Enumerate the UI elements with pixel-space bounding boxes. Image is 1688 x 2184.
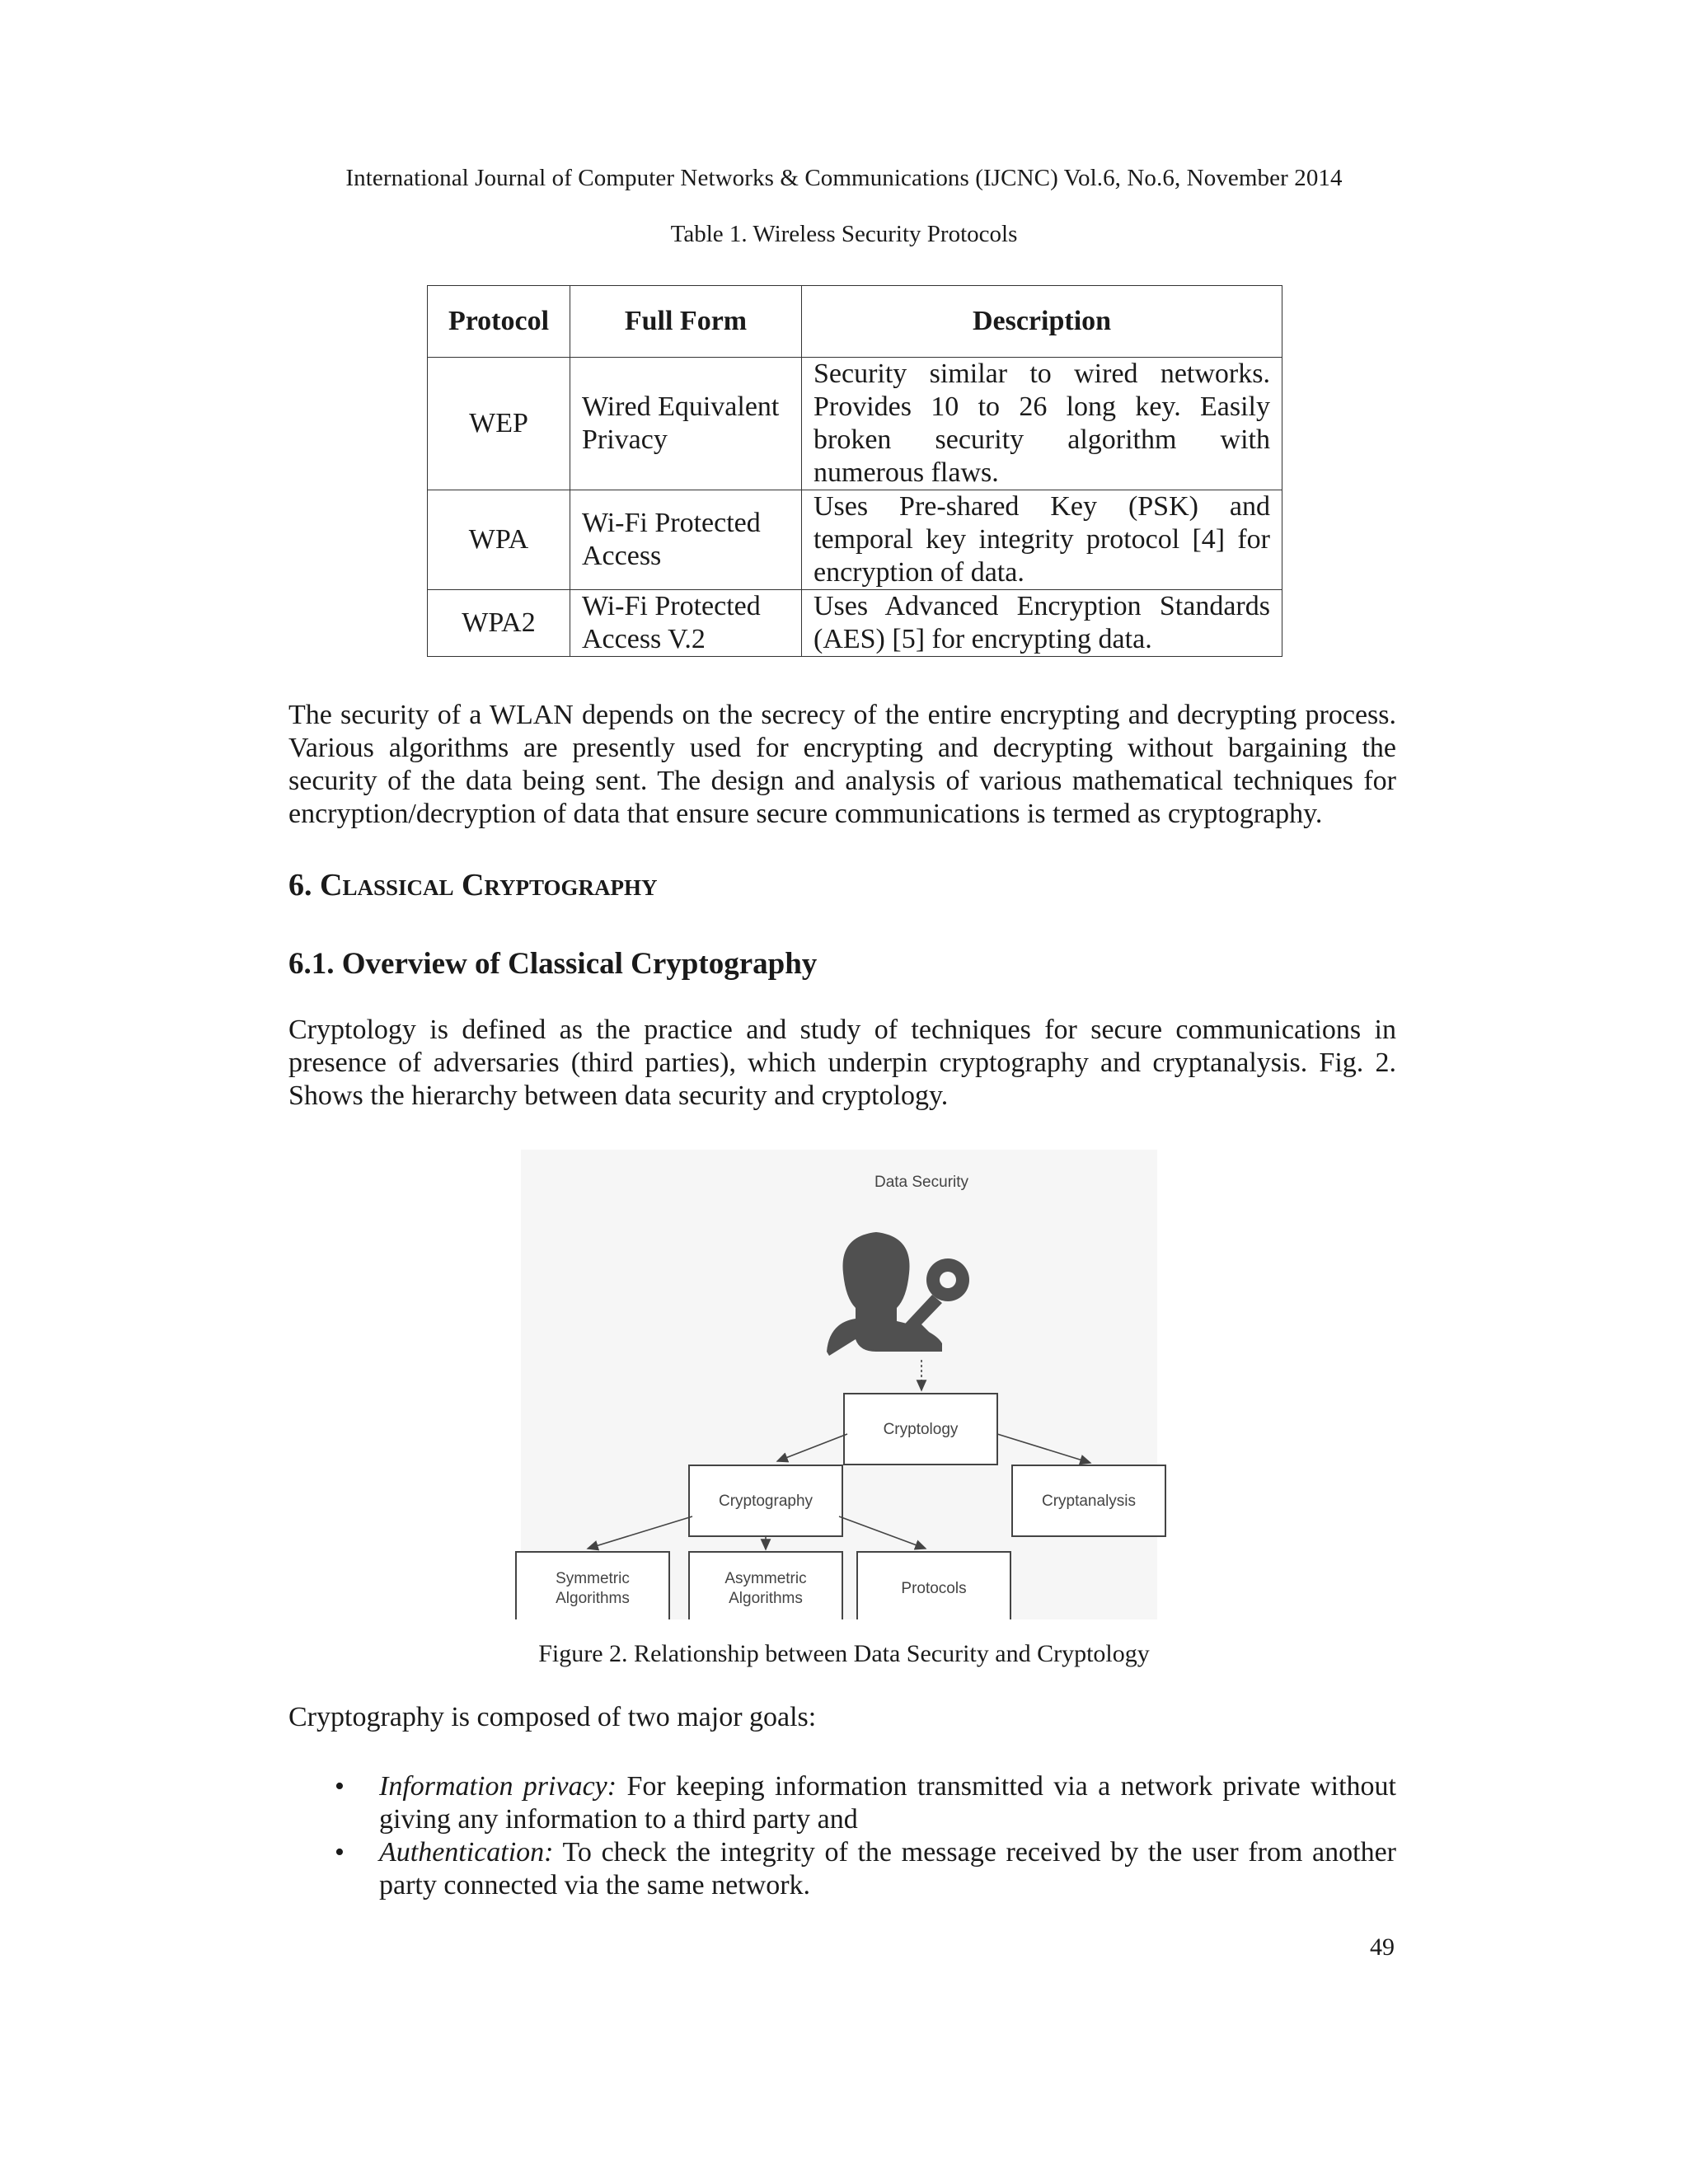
list-item [288,1770,1396,1836]
node-asymmetric-label-2: Algorithms [729,1590,803,1607]
section-heading: 6. Classical Cryptography [288,868,658,902]
hierarchy-diagram [509,1150,1169,1619]
table-cell-description: Uses Advanced Encryption Standards (AES) [5] for encrypting data. [802,590,1282,657]
table-header-protocol: Protocol [428,286,570,358]
table-cell-protocol: WEP [428,358,570,490]
table-cell-protocol: WPA2 [428,590,570,657]
node-cryptanalysis-label: Cryptanalysis [1041,1493,1137,1510]
table-header-full-form: Full Form [570,286,802,358]
bullet-text: To check the integrity of the message received by the user from another party connected via the same network. [379,1837,1396,1900]
table-header-row [428,286,1282,358]
table-caption: Table 1. Wireless Security Protocols [670,221,1018,247]
running-header: International Journal of Computer Networks & Communications (IJCNC) Vol.6, No.6, November 2014 [345,165,1343,191]
bullet-list [288,1770,1396,1902]
node-asymmetric-label-1: Asymmetric [724,1570,807,1587]
table-cell-full-form: Wired Equivalent Privacy [570,358,802,490]
node-cryptology-label: Cryptology [883,1421,959,1438]
table-cell-protocol: WPA [428,490,570,590]
protocols-table [427,285,1282,657]
page-number: 49 [1370,1933,1395,1961]
table-cell-full-form: Wi-Fi Protected Access [570,490,802,590]
node-symmetric-label-1: Symmetric [556,1570,630,1587]
table-header-description: Description [802,286,1282,358]
bullet-text: For keeping information transmitted via a network private without giving any information to a third party and [379,1771,1396,1835]
paragraph-cryptology: Cryptology is defined as the practice and study of techniques for secure communications in presence of adversaries (third parties), which underpin cryptography and cryptanalysis. Fig. 2. Shows the hierarchy between data security and cryptology. [288,1015,1396,1111]
data-security-label: Data Security [874,1174,969,1191]
node-symmetric-label-2: Algorithms [556,1590,630,1607]
table-row [428,358,1282,490]
node-cryptography-label: Cryptography [718,1493,814,1510]
bullet-term: Information privacy: [379,1771,617,1802]
table-cell-description: Uses Pre-shared Key (PSK) and temporal key integrity protocol [4] for encryption of data. [802,490,1282,590]
bullet-icon: • [335,1771,345,1802]
node-protocols-label: Protocols [901,1580,967,1597]
paragraph-goals: Cryptography is composed of two major goals: [288,1702,817,1732]
bullet-icon: • [335,1837,345,1868]
table-row [428,590,1282,657]
table-row [428,490,1282,590]
list-item [288,1836,1396,1902]
figure-background [521,1150,1157,1619]
table-cell-full-form: Wi-Fi Protected Access V.2 [570,590,802,657]
table-cell-description: Security similar to wired networks. Provides 10 to 26 long key. Easily broken security algorithm with numerous flaws. [802,358,1282,490]
figure-caption: Figure 2. Relationship between Data Security and Cryptology [538,1640,1150,1667]
paragraph-wlan-security: The security of a WLAN depends on the secrecy of the entire encrypting and decrypting process. Various algorithms are presently used for encrypting and decrypting without bargaining the security of the data being sent. The design and analysis of various mathematical techniques for encryption/decryption of data that ensure secure communications is termed as cryptography. [288,700,1396,829]
bullet-term: Authentication: [379,1837,554,1868]
subsection-heading: 6.1. Overview of Classical Cryptography [288,947,818,981]
